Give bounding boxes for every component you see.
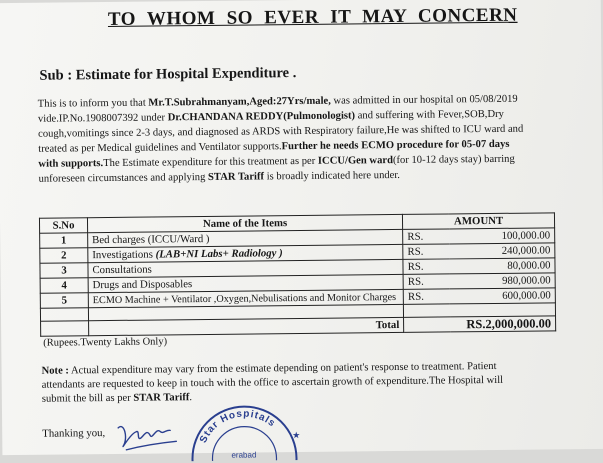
patient-name: Mr.T.Subrahmanyam,Aged:27Yrs/male, [148, 95, 331, 109]
intro-line-1: This is to inform you that Mr.T.Subrahmanyam,Aged:27Yrs/male, was admitted in our hospital on 05/08/2019 [37, 93, 518, 110]
hospital-stamp [184, 400, 305, 461]
total-label: Total [88, 317, 403, 335]
svg-text:Star Hospitals [198, 408, 278, 445]
table-row: 1 Bed charges (ICCU/Ward ) RS. 100,000.00 [40, 228, 555, 248]
amount-in-words: (Rupees.Twenty Lakhs Only) [43, 336, 168, 349]
intro-line-3: cough,vomitings since 2-3 days, and diagnosed as ARDS with Respiratory failure,He was shifted to ICU ward and [38, 123, 524, 140]
subject-line: Sub : Estimate for Hospital Expenditure . [39, 65, 297, 84]
stamp-top-text: Star Hospitals [197, 408, 278, 445]
stamp-bottom-text: erabad [231, 450, 257, 460]
signature-mark [114, 419, 184, 454]
table-row: 4 Drugs and Disposables RS. 980,000.00 [40, 273, 555, 293]
table-row: 2 Investigations (LAB+NI Labs+ Radiology ) RS. 240,000.00 [40, 243, 555, 263]
doctor-name: Dr.CHANDANA REDDY [167, 111, 284, 124]
intro-line-6: unforeseen circumstances and applying STAR Tariff is broadly indicated here under. [38, 169, 401, 185]
note-label: Note : [41, 365, 69, 377]
table-row: 5 ECMO Machine + Ventilator ,Oxygen,Nebulisations and Monitor Charges RS. 600,000.00 [40, 288, 555, 308]
intro-paragraph [38, 91, 559, 186]
stamp-star-icon: ★ [292, 430, 301, 441]
item-name-header: Name of the Items [87, 214, 402, 232]
intro-line-5: with supports.The Estimate expenditure for this treatment as per ICCU/Gen ward(for 10-12 days stay) barring [38, 153, 515, 170]
sno-header: S.No [39, 218, 87, 234]
intro-line-2: vide.IP.No.1908007392 under Dr.CHANDANA REDDY(Pulmonologist) and suffering with Fever,SOB,Dry [37, 108, 504, 125]
table-row: 3 Consultations RS. 80,000.00 [40, 258, 555, 278]
intro-line-4: treated as per Medical guidelines and Ventilator supports.Further he needs ECMO procedure for 05-07 days [38, 138, 510, 155]
total-value: RS.2,000,000.00 [404, 316, 556, 333]
page-title: TO WHOM SO EVER IT MAY CONCERN [107, 4, 518, 31]
note-paragraph: Note : Actual expenditure may vary from the estimate depending on patient's response to treatment. Patient attendants are requested to keep in touch with the office to ascertain growth of expenditure.The Hospital will submit the bill as per STAR Tariff. [41, 360, 504, 405]
estimate-table [39, 212, 556, 336]
amount-header: AMOUNT [403, 213, 555, 230]
closing-text: Thanking you, [42, 427, 106, 440]
